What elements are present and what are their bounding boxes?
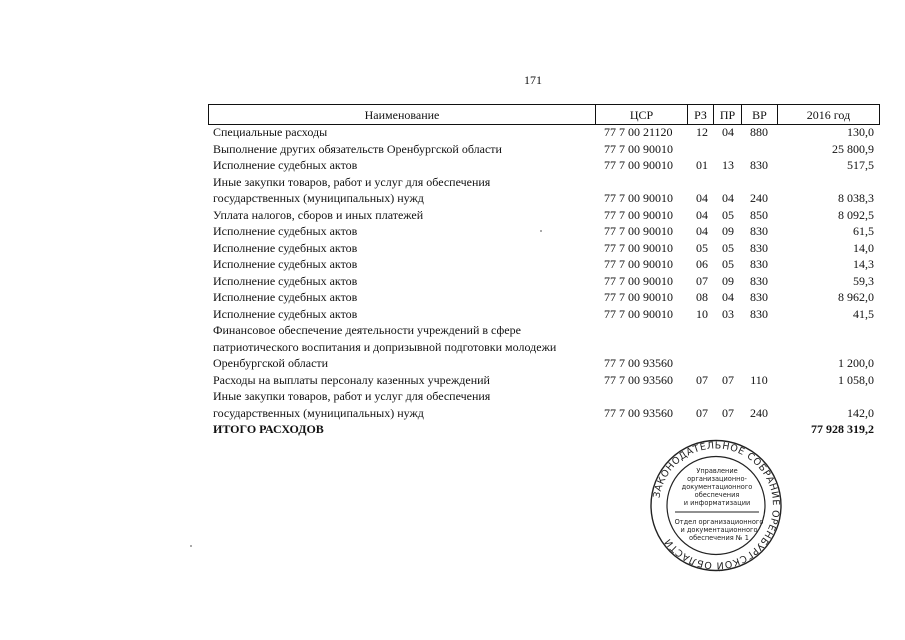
row-pr: 05: [722, 207, 734, 222]
stamp-line: и информатизации: [683, 499, 751, 507]
row-pr: 07: [722, 372, 734, 387]
row-name: Исполнение судебных актов: [213, 224, 358, 238]
row-vr: 110: [750, 372, 768, 387]
row-amount: 8 038,3: [838, 191, 874, 205]
row-pr: 09: [722, 224, 734, 238]
row-csr: 77 7 00 90010: [604, 257, 673, 271]
row-name: Исполнение судебных актов: [213, 306, 358, 321]
row-vr: 850: [750, 207, 768, 222]
row-amount: 8 962,0: [838, 290, 874, 304]
row-name: Исполнение судебных актов: [213, 290, 358, 304]
table-row: [208, 157, 878, 173]
row-vr: 830: [750, 290, 768, 304]
table-row: [208, 306, 878, 322]
row-name: Специальные расходы: [213, 125, 328, 139]
row-rz: 04: [696, 224, 708, 238]
row-pr: 04: [722, 290, 734, 304]
table-header: [208, 104, 880, 125]
row-rz: 06: [696, 257, 708, 271]
header-rz: РЗ: [687, 105, 713, 124]
row-rz: 01: [696, 158, 708, 172]
row-name: Оренбургской области: [213, 356, 329, 370]
row-pr: 07: [722, 405, 734, 420]
row-pr: 05: [722, 257, 734, 271]
row-csr: 77 7 00 90010: [604, 306, 673, 321]
row-name: Расходы на выплаты персоналу казенных учреждений: [213, 372, 490, 387]
header-name: Наименование: [364, 108, 440, 122]
row-name: Иные закупки товаров, работ и услуг для обеспечения: [213, 174, 491, 189]
row-csr: 77 7 00 90010: [604, 191, 673, 205]
table-row: [208, 372, 878, 388]
row-csr: 77 7 00 90010: [604, 273, 673, 288]
row-csr: 77 7 00 90010: [604, 141, 673, 156]
row-name: государственных (муниципальных) нужд: [213, 405, 424, 420]
table-row: [208, 190, 878, 206]
total-row: [208, 421, 878, 437]
row-rz: 04: [696, 207, 708, 222]
stamp-department-line: Отдел организационного: [674, 518, 764, 526]
row-pr: 09: [722, 273, 734, 288]
row-amount: 14,3: [853, 257, 874, 271]
row-csr: 77 7 00 93560: [604, 356, 673, 370]
table-row: [208, 174, 878, 190]
row-rz: 10: [696, 306, 708, 321]
row-name: Уплата налогов, сборов и иных платежей: [213, 207, 424, 222]
row-amount: 8 092,5: [838, 207, 874, 222]
official-stamp: [649, 436, 783, 575]
row-amount: 25 800,9: [832, 141, 874, 156]
row-csr: 77 7 00 90010: [604, 158, 673, 172]
row-vr: 830: [750, 240, 768, 255]
table-row: [208, 223, 878, 239]
row-vr: 830: [750, 306, 768, 321]
total-amount: 77 928 319,2: [811, 422, 874, 436]
row-csr: 77 7 00 90010: [604, 224, 673, 238]
row-name: патриотического воспитания и допризывной подготовки молодежи: [213, 339, 557, 354]
row-name: государственных (муниципальных) нужд: [213, 191, 424, 205]
stamp-department-line: и документационного: [680, 526, 758, 534]
row-csr: 77 7 00 90010: [604, 290, 673, 304]
table-row: [208, 273, 878, 289]
stamp-line: документационного: [681, 483, 753, 491]
row-csr: 77 7 00 93560: [604, 405, 673, 420]
stamp-department-line: обеспечения № 1: [689, 534, 749, 542]
row-name: Финансовое обеспечение деятельности учреждений в сфере: [213, 323, 521, 337]
row-amount: 130,0: [847, 125, 874, 139]
table-row: [208, 355, 878, 371]
row-csr: 77 7 00 93560: [604, 372, 673, 387]
table-row: [208, 256, 878, 272]
row-amount: 1 058,0: [838, 372, 874, 387]
row-amount: 142,0: [847, 405, 874, 420]
row-pr: 13: [722, 158, 734, 172]
row-rz: 08: [696, 290, 708, 304]
row-name: Исполнение судебных актов: [213, 158, 358, 172]
row-amount: 41,5: [853, 306, 874, 321]
row-vr: 830: [750, 224, 768, 238]
total-label: ИТОГО РАСХОДОВ: [213, 422, 324, 436]
stamp-line: организационно-: [687, 475, 747, 483]
scan-speck: [540, 230, 542, 232]
table-row: [208, 207, 878, 223]
scan-speck: [190, 545, 192, 547]
table-row: [208, 240, 878, 256]
stamp-line: Управление: [696, 467, 738, 475]
row-pr: 04: [722, 125, 734, 139]
table-row: [208, 289, 878, 305]
header-csr: ЦСР: [595, 105, 687, 124]
row-csr: 77 7 00 21120: [604, 125, 673, 139]
table-row: [208, 405, 878, 421]
row-amount: 61,5: [853, 224, 874, 238]
row-name: Выполнение других обязательств Оренбургской области: [213, 141, 502, 156]
row-pr: 04: [722, 191, 734, 205]
row-vr: 880: [750, 125, 768, 139]
stamp-outer-text: ЗАКОНОДАТЕЛЬНОЕ СОБРАНИЕ ОРЕНБУРГСКОЙ ОБЛАСТИ: [651, 440, 782, 571]
table-row: [208, 124, 878, 140]
stamp-line: обеспечения: [694, 491, 740, 499]
row-name: Исполнение судебных актов: [213, 240, 358, 255]
row-rz: 05: [696, 240, 708, 255]
row-vr: 830: [750, 158, 768, 172]
row-vr: 240: [750, 405, 768, 420]
row-rz: 07: [696, 405, 708, 420]
row-vr: 830: [750, 273, 768, 288]
table-row: [208, 339, 878, 355]
row-csr: 77 7 00 90010: [604, 240, 673, 255]
row-vr: 830: [750, 257, 768, 271]
row-pr: 05: [722, 240, 734, 255]
row-rz: 04: [696, 191, 708, 205]
row-vr: 240: [750, 191, 768, 205]
row-name: Исполнение судебных актов: [213, 257, 358, 271]
row-rz: 07: [696, 372, 708, 387]
header-vr: ВР: [741, 105, 777, 124]
row-name: Исполнение судебных актов: [213, 273, 358, 288]
row-amount: 59,3: [853, 273, 874, 288]
row-rz: 12: [696, 125, 708, 139]
table-row: [208, 388, 878, 404]
row-rz: 07: [696, 273, 708, 288]
header-pr: ПР: [713, 105, 741, 124]
row-amount: 14,0: [853, 240, 874, 255]
row-csr: 77 7 00 90010: [604, 207, 673, 222]
row-name: Иные закупки товаров, работ и услуг для обеспечения: [213, 389, 491, 403]
row-amount: 517,5: [847, 158, 874, 172]
table-row: [208, 141, 878, 157]
header-year: 2016 год: [777, 105, 879, 124]
table-row: [208, 322, 878, 338]
row-amount: 1 200,0: [838, 356, 874, 370]
page-number: 171: [524, 73, 542, 87]
row-pr: 03: [722, 306, 734, 321]
